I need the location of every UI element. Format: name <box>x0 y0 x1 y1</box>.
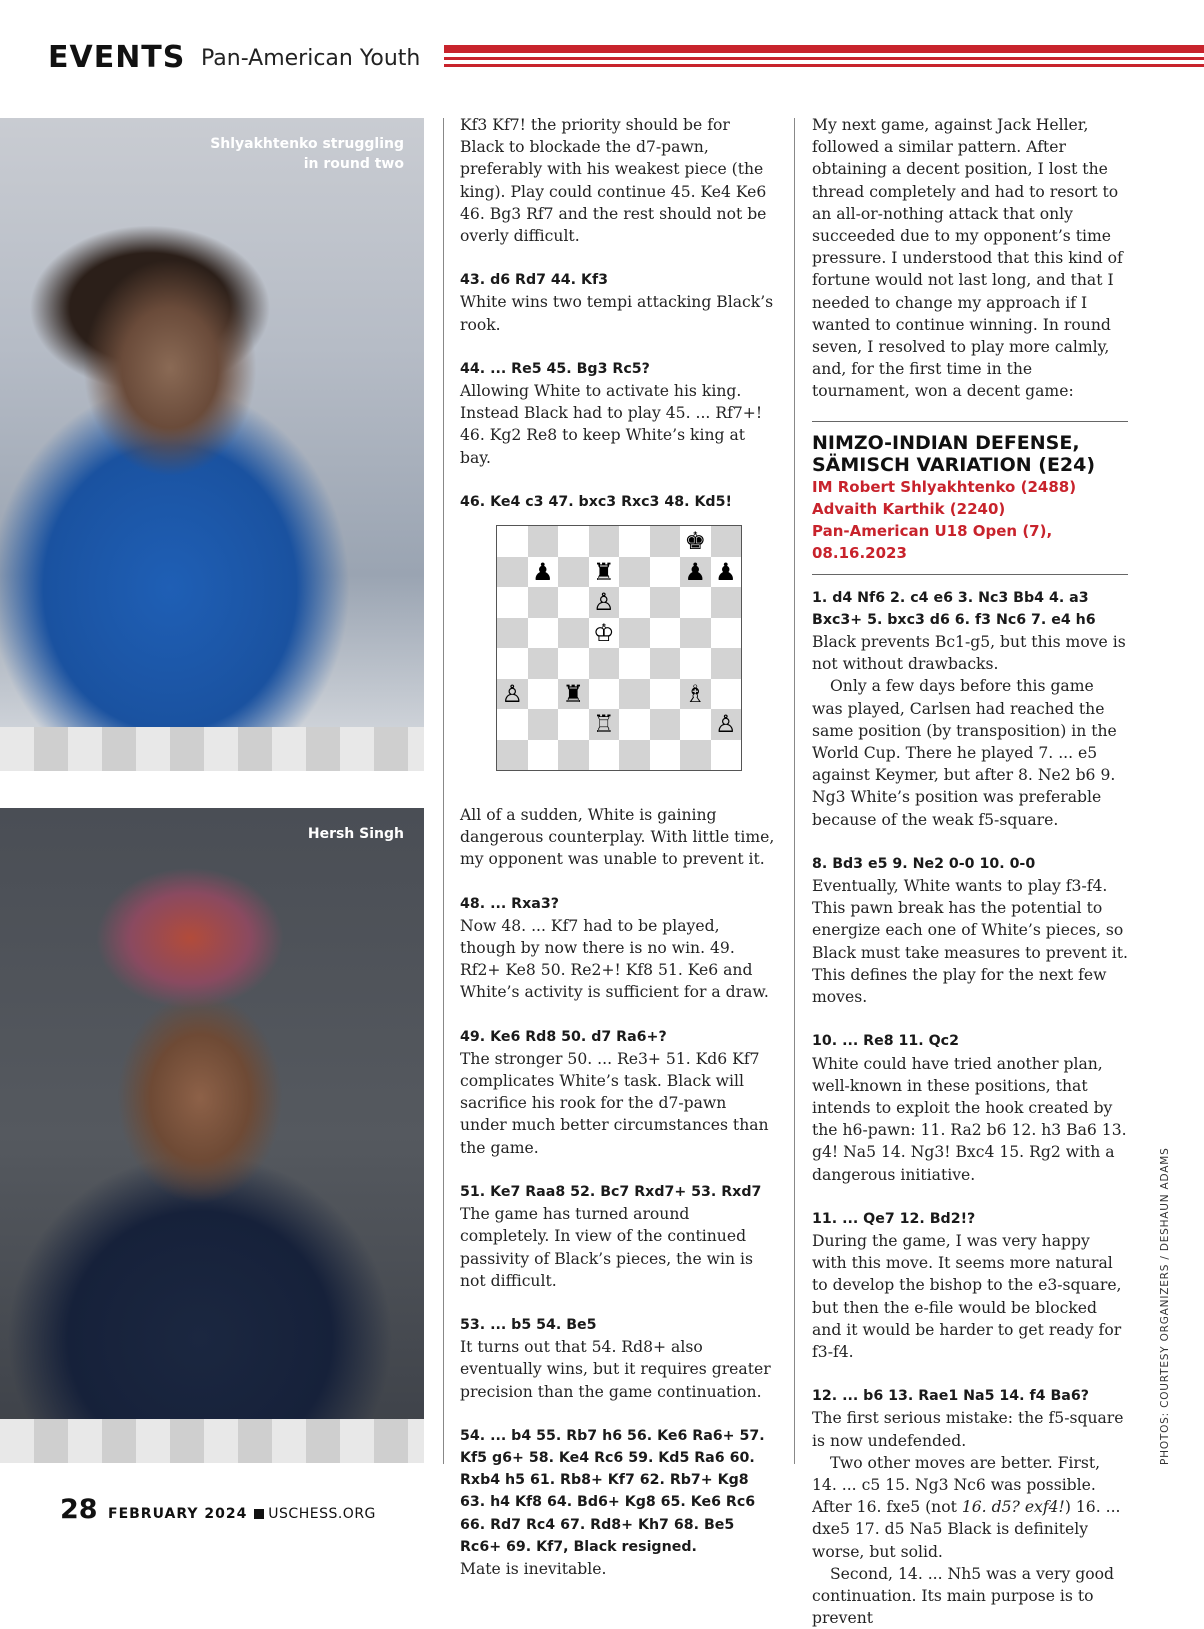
paragraph: Black prevents Bc1-g5, but this move is not without drawbacks. <box>812 633 1126 674</box>
event-info: Pan-American U18 Open (7), 08.16.2023 <box>812 521 1053 562</box>
board-square <box>589 679 620 710</box>
chess-piece-h7: ♟ <box>714 557 737 586</box>
white-player: IM Robert Shlyakhtenko (2488) <box>812 477 1077 496</box>
board-square <box>528 679 559 710</box>
board-square <box>589 740 620 771</box>
black-player: Advaith Karthik (2240) <box>812 499 1006 518</box>
board-square <box>528 618 559 649</box>
paragraph: The game has turned around completely. In view of the continued passivity of Black’s pieces, the win is not difficult. <box>460 1205 753 1290</box>
board-square <box>650 557 681 588</box>
paragraph: My next game, against Jack Heller, followed a similar pattern. After obtaining a decent position, I lost the thread completely and had to resort to an all-or-nothing attack that only succeeded due to my opponent’s time pressure. I understood that this kind of fortune would not last long, and that I needed to change my approach if I wanted to continue winning. In round seven, I resolved to play more calmly, and, for the first time in the tournament, won a decent game: <box>812 116 1123 401</box>
board-square <box>497 648 528 679</box>
board-square <box>619 740 650 771</box>
board-square <box>558 648 589 679</box>
footer-info <box>108 1506 376 1522</box>
board-square <box>528 648 559 679</box>
board-square <box>497 709 528 740</box>
board-square <box>589 526 620 557</box>
photo-caption: Shlyakhtenko struggling in round two <box>210 136 404 172</box>
board-square <box>558 557 589 588</box>
chess-diagram <box>496 525 742 771</box>
square-bullet <box>254 1509 264 1519</box>
board-square <box>680 740 711 771</box>
chess-piece-b7: ♟ <box>531 557 554 586</box>
board-square <box>528 587 559 618</box>
board-square <box>619 648 650 679</box>
move-text: 8. Bd3 e5 9. Ne2 0-0 10. 0-0 <box>812 855 1036 872</box>
page-number: 28 <box>60 1494 98 1525</box>
paragraph: Kf3 Kf7! the priority should be for Black to blockade the d7-pawn, preferably with his weakest piece (the king). Play could continue 45. Ke4 Ke6 46. Bg3 Rf7 and the rest should not be overly difficult. <box>460 116 767 246</box>
board-square <box>619 526 650 557</box>
board-square <box>497 618 528 649</box>
page-header <box>48 40 1200 80</box>
board-square <box>497 587 528 618</box>
chess-piece-g7: ♟ <box>684 557 706 586</box>
chess-piece-d2: ♖ <box>592 710 615 739</box>
photo-shlyakhtenko <box>0 118 424 771</box>
board-square <box>711 587 742 618</box>
paragraph: Second, 14. ... Nh5 was a very good continuation. Its main purpose is to prevent <box>812 1564 1114 1628</box>
paragraph: All of a sudden, White is gaining dangerous counterplay. With little time, my opponent was unable to prevent it. <box>460 806 775 869</box>
game-title: NIMZO-INDIAN DEFENSE, SÄMISCH VARIATION (E24) <box>812 431 1096 476</box>
move-text: 53. ... b5 54. Be5 <box>460 1316 597 1333</box>
board-square <box>558 709 589 740</box>
board-square <box>711 526 742 557</box>
paragraph: White could have tried another plan, well-known in these positions, that intends to exploit the hook created by the h6-pawn: 11. Ra2 b6 12. h3 Ba6 13. g4! Na5 14. Ng3! Bxc4 15. Rg2 with a dangerous initiative. <box>812 1054 1127 1184</box>
board-square <box>680 587 711 618</box>
issue-date: FEBRUARY 2024 <box>108 1506 248 1522</box>
chessboard-strip <box>0 1419 424 1463</box>
header-rules <box>444 45 1204 67</box>
section-subtitle: Pan-American Youth <box>201 46 421 71</box>
game-header <box>812 421 1128 575</box>
board-square <box>680 709 711 740</box>
board-square <box>711 679 742 710</box>
board-square <box>650 618 681 649</box>
column-divider <box>443 118 444 1464</box>
move-text: 54. ... b4 55. Rb7 h6 56. Ke6 Ra6+ 57. Kf5 g6+ 58. Ke4 Rc6 59. Kd5 Ra6 60. Rxb4 h5 61. Rb8+ Kf7 62. Rb7+ Kg8 63. h4 Kf8 64. Bd6+ Kg8 65. Ke6 Rc6 66. Rd7 Rc4 67. Rd8+ Kh7 68. Be5 Rc6+ 69. Kf7, Black resigned. <box>460 1427 765 1555</box>
board-square <box>558 587 589 618</box>
paragraph <box>812 1452 1128 1563</box>
board-square <box>650 648 681 679</box>
move-text: 48. ... Rxa3? <box>460 895 559 912</box>
board-square <box>650 526 681 557</box>
board-square <box>680 648 711 679</box>
chess-piece-g8: ♚ <box>684 527 706 556</box>
board-square <box>619 679 650 710</box>
board-square <box>589 648 620 679</box>
paragraph: During the game, I was very happy with this move. It seems more natural to develop the bishop to the e3-square, but then the e-file would be blocked and it would be harder to get ready for f3-f4. <box>812 1231 1122 1361</box>
board-square <box>711 618 742 649</box>
section-label: EVENTS <box>48 40 186 75</box>
board-square <box>650 709 681 740</box>
text-span: Two other moves are better. First, 14. ... c5 15. Ng3 Nc6 was possible. After 16. fxe5 (not <box>812 1453 1101 1517</box>
paragraph: Only a few days before this game was played, Carlsen had reached the same position (by transposition) in the World Cup. There he played 7. ... e5 against Keymer, but after 8. Ne2 b6 9. Ng3 White’s position was preferable because of the weak f5-square. <box>812 677 1117 829</box>
move-text: 1. d4 Nf6 2. c4 e6 3. Nc3 Bb4 4. a3 Bxc3+ 5. bxc3 d6 6. f3 Nc6 7. e4 h6 <box>812 589 1096 628</box>
board-square <box>528 526 559 557</box>
board-square <box>619 709 650 740</box>
board-square <box>558 526 589 557</box>
chess-piece-g3: ♗ <box>684 679 706 708</box>
chess-piece-h2: ♙ <box>714 710 737 739</box>
paragraph: Mate is inevitable. <box>460 1559 607 1578</box>
chess-piece-c3: ♜ <box>562 679 584 708</box>
text-span: ) 16. ... dxe5 17. d5 Na5 Black is definitely worse, but solid. <box>812 1498 1121 1561</box>
board-square <box>497 557 528 588</box>
paragraph: The first serious mistake: the f5-square is now undefended. <box>812 1409 1124 1450</box>
board-square <box>711 740 742 771</box>
paragraph: Eventually, White wants to play f3-f4. This pawn break has the potential to energize each one of White’s pieces, so Black must take measures to prevent it. This defines the play for the next few moves. <box>812 877 1128 1007</box>
paragraph: White wins two tempi attacking Black’s rook. <box>460 293 774 334</box>
move-text: 49. Ke6 Rd8 50. d7 Ra6+? <box>460 1028 667 1045</box>
board-square <box>650 587 681 618</box>
move-text: 12. ... b6 13. Rae1 Na5 14. f4 Ba6? <box>812 1388 1089 1405</box>
board-square <box>528 709 559 740</box>
board-square <box>619 618 650 649</box>
board-square <box>619 587 650 618</box>
board-square <box>650 679 681 710</box>
move-text: 44. ... Re5 45. Bg3 Rc5? <box>460 360 650 377</box>
paragraph: The stronger 50. ... Re3+ 51. Kd6 Kf7 complicates White’s task. Black will sacrifice his rook for the d7-pawn under much better circumstances than the game. <box>460 1049 769 1157</box>
board-square <box>497 526 528 557</box>
board-square <box>558 618 589 649</box>
chess-piece-d6: ♙ <box>592 588 615 617</box>
paragraph: It turns out that 54. Rd8+ also eventually wins, but it requires greater precision than the game continuation. <box>460 1338 771 1401</box>
board-square <box>711 648 742 679</box>
board-square <box>558 740 589 771</box>
chess-piece-a3: ♙ <box>501 679 523 708</box>
move-text: 46. Ke4 c3 47. bxc3 Rxc3 48. Kd5! <box>460 493 732 510</box>
board-square <box>650 740 681 771</box>
move-text: 43. d6 Rd7 44. Kf3 <box>460 272 609 289</box>
article-column-2 <box>460 114 778 1580</box>
column-divider <box>794 118 795 1464</box>
board-square <box>528 740 559 771</box>
move-text: 51. Ke7 Raa8 52. Bc7 Rxd7+ 53. Rxd7 <box>460 1183 762 1200</box>
board-square <box>497 740 528 771</box>
paragraph: Allowing White to activate his king. Instead Black had to play 45. ... Rf7+! 46. Kg2 Re8 to keep White’s king at bay. <box>460 382 763 467</box>
move-text: 11. ... Qe7 12. Bd2!? <box>812 1210 976 1227</box>
move-text: 10. ... Re8 11. Qc2 <box>812 1033 959 1050</box>
photo-credit: PHOTOS: COURTESY ORGANIZERS / DESHAUN ADAMS <box>1159 1147 1171 1465</box>
article-column-3 <box>812 114 1128 1629</box>
board-square <box>619 557 650 588</box>
italic-variation: 16. d5? exf4! <box>961 1498 1065 1517</box>
paragraph: Now 48. ... Kf7 had to be played, though by now there is no win. 49. Rf2+ Ke8 50. Re2+! Kf8 51. Ke6 and White’s activity is sufficient for a draw. <box>460 916 769 1002</box>
chess-piece-d7: ♜ <box>592 557 615 586</box>
board-square <box>680 618 711 649</box>
photo-caption: Hersh Singh <box>307 826 404 842</box>
chess-piece-d5: ♔ <box>592 618 615 647</box>
site-url: USCHESS.ORG <box>268 1506 376 1522</box>
photo-hersh-singh <box>0 808 424 1463</box>
chessboard-strip <box>0 727 424 771</box>
